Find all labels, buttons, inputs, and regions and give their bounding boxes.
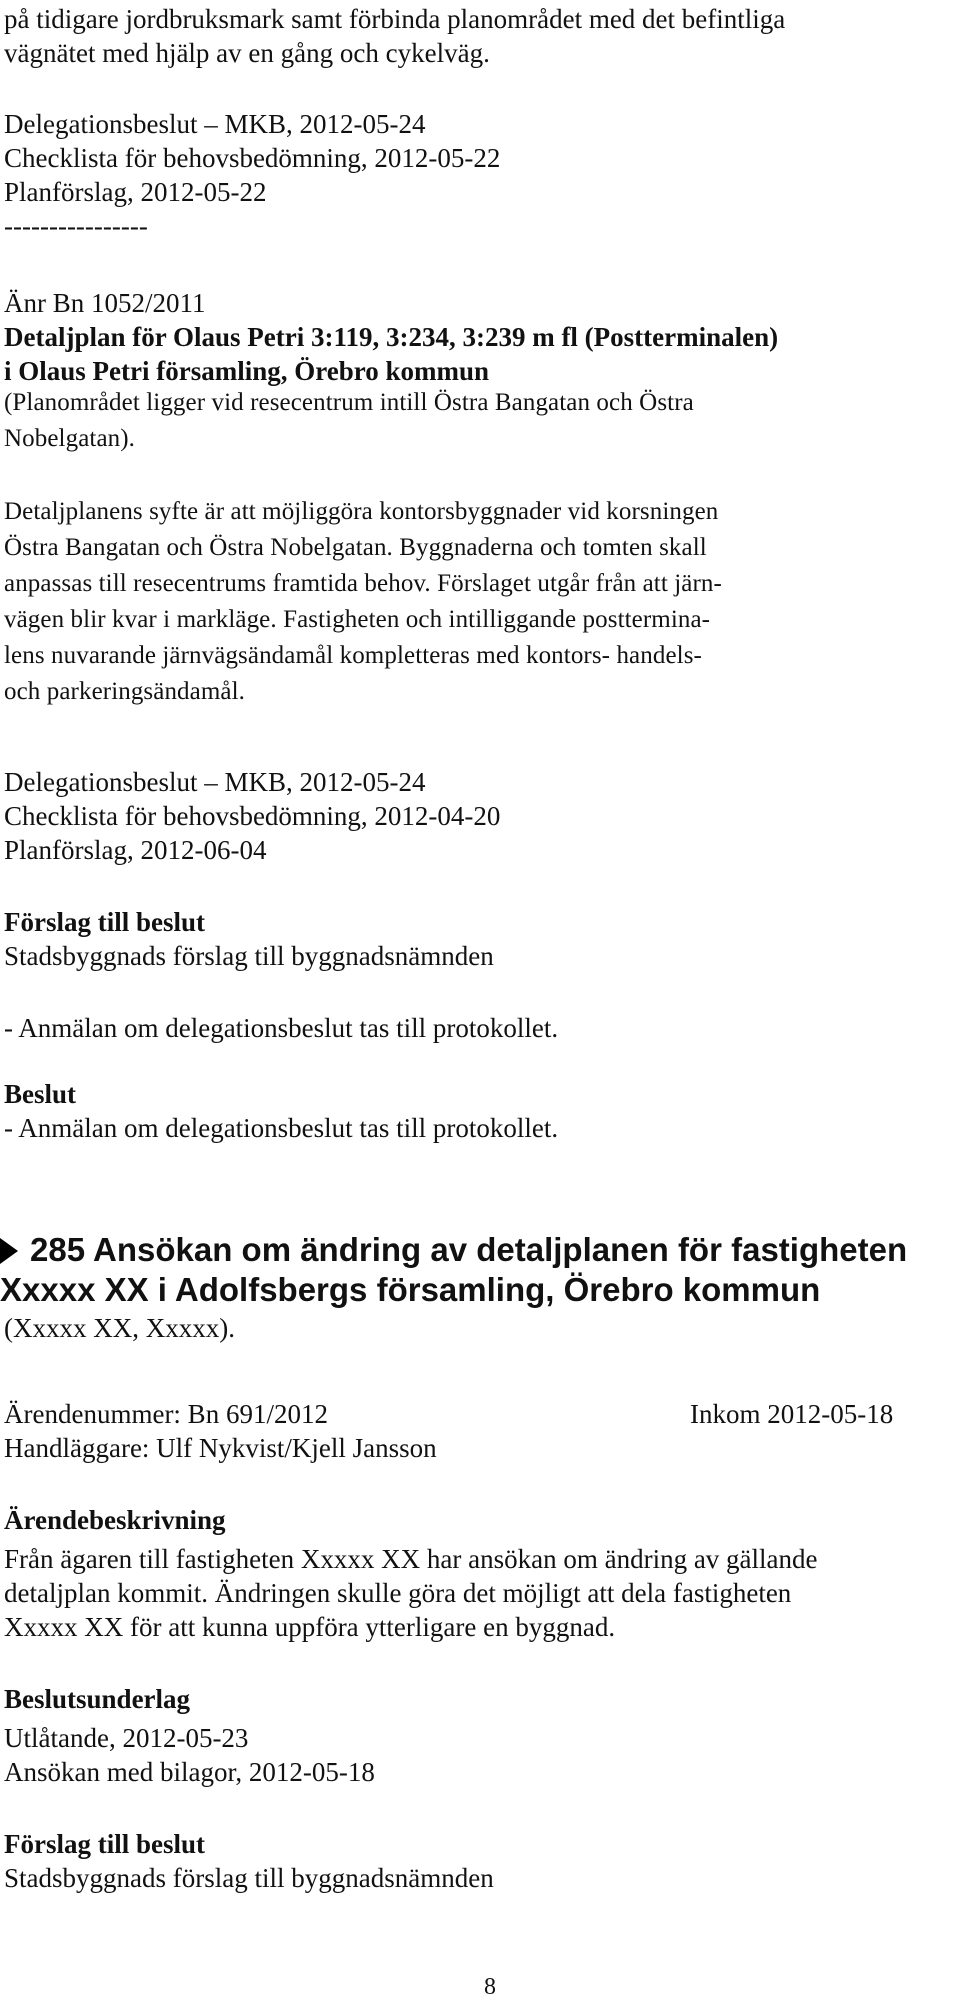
case-location-line-2: Nobelgatan).	[4, 425, 136, 452]
description-line-2: detaljplan kommit. Ändringen skulle göra det möjligt att dela fastigheten	[4, 1578, 792, 1608]
basis-item-1: Utlåtande, 2012-05-23	[4, 1723, 249, 1753]
case-number: Ärendenummer: Bn 691/2012	[4, 1399, 328, 1429]
section-285-heading-line-2: Xxxxx XX i Adolfsbergs församling, Örebro kommun	[0, 1271, 821, 1308]
section-285-proposal-text: Stadsbyggnads förslag till byggnadsnämnden	[4, 1863, 494, 1893]
decision-heading: Beslut	[4, 1079, 77, 1109]
received-date: Inkom 2012-05-18	[690, 1399, 894, 1429]
description-line-3: Xxxxx XX för att kunna uppföra ytterligare en byggnad.	[4, 1612, 616, 1642]
proposal-text: Stadsbyggnads förslag till byggnadsnämnden	[4, 941, 494, 971]
case-checklist: Checklista för behovsbedömning, 2012-04-20	[4, 801, 501, 831]
case-location-line-1: (Planområdet ligger vid resecentrum intill Östra Bangatan och Östra	[4, 389, 694, 416]
intro-line-2: vägnätet med hjälp av en gång och cykelväg.	[4, 38, 490, 68]
case-anr: Änr Bn 1052/2011	[4, 288, 206, 318]
proposal-item: - Anmälan om delegationsbeslut tas till protokollet.	[4, 1013, 559, 1043]
arrow-right-icon	[0, 1238, 18, 1264]
section-285-subtitle: (Xxxxx XX, Xxxxx).	[4, 1313, 235, 1343]
section-285-proposal-heading: Förslag till beslut	[4, 1829, 205, 1859]
case-handler: Handläggare: Ulf Nykvist/Kjell Jansson	[4, 1433, 437, 1463]
separator-line: ----------------	[4, 211, 148, 241]
description-line-1: Från ägaren till fastigheten Xxxxx XX har ansökan om ändring av gällande	[4, 1544, 818, 1574]
checklist-ref: Checklista för behovsbedömning, 2012-05-22	[4, 143, 501, 173]
case-desc-line-4: vägen blir kvar i markläge. Fastigheten och intilliggande posttermina-	[4, 606, 711, 633]
page-number: 8	[484, 1974, 496, 2000]
basis-item-2: Ansökan med bilagor, 2012-05-18	[4, 1757, 375, 1787]
intro-line-1: på tidigare jordbruksmark samt förbinda planområdet med det befintliga	[4, 4, 786, 34]
description-heading: Ärendebeskrivning	[4, 1505, 226, 1535]
case-title-line-1: Detaljplan för Olaus Petri 3:119, 3:234, 3:239 m fl (Postterminalen)	[4, 322, 779, 352]
basis-heading: Beslutsunderlag	[4, 1684, 191, 1714]
case-desc-line-3: anpassas till resecentrums framtida behov. Förslaget utgår från att järn-	[4, 570, 722, 597]
section-285-heading-line-1	[0, 1230, 907, 1270]
case-desc-line-1: Detaljplanens syfte är att möjliggöra kontorsbyggnader vid korsningen	[4, 498, 719, 525]
case-desc-line-2: Östra Bangatan och Östra Nobelgatan. Byggnaderna och tomten skall	[4, 534, 707, 561]
case-desc-line-5: lens nuvarande järnvägsändamål kompletteras med kontors- handels-	[4, 642, 702, 669]
planforslag-ref: Planförslag, 2012-05-22	[4, 177, 267, 207]
case-title-line-2: i Olaus Petri församling, Örebro kommun	[4, 356, 489, 386]
section-285-heading-text-1: 285 Ansökan om ändring av detaljplanen för fastigheten	[30, 1231, 908, 1268]
case-delegation: Delegationsbeslut – MKB, 2012-05-24	[4, 767, 426, 797]
delegation-ref: Delegationsbeslut – MKB, 2012-05-24	[4, 109, 426, 139]
decision-item: - Anmälan om delegationsbeslut tas till protokollet.	[4, 1113, 559, 1143]
case-desc-line-6: och parkeringsändamål.	[4, 678, 245, 705]
proposal-heading: Förslag till beslut	[4, 907, 205, 937]
case-planforslag: Planförslag, 2012-06-04	[4, 835, 267, 865]
